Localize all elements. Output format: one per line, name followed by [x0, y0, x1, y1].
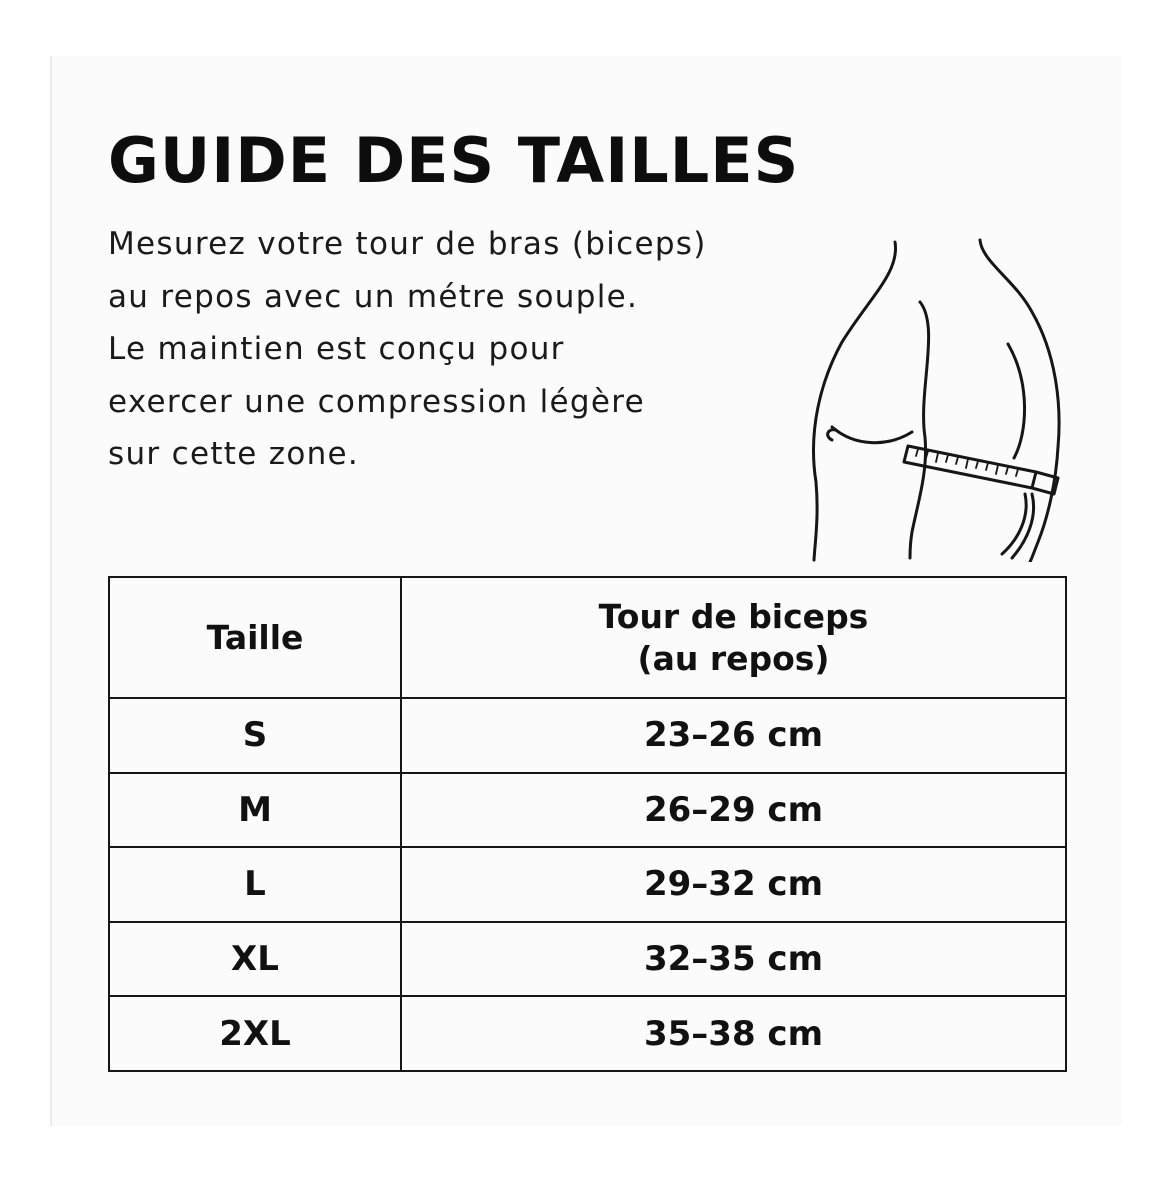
biceps-cell: 26–29 cm: [401, 773, 1066, 848]
header-biceps-line1: Tour de biceps: [598, 596, 869, 636]
size-cell: XL: [109, 922, 401, 997]
size-cell: M: [109, 773, 401, 848]
size-cell: S: [109, 698, 401, 773]
table-row: [109, 847, 1066, 922]
size-table: [108, 576, 1067, 1072]
page-title: GUIDE DES TAILLES: [108, 124, 800, 197]
biceps-cell: 35–38 cm: [401, 996, 1066, 1071]
table-header-row: [109, 577, 1066, 698]
table-row: [109, 773, 1066, 848]
size-cell: 2XL: [109, 996, 401, 1071]
biceps-cell: 32–35 cm: [401, 922, 1066, 997]
intro-line: exercer une compression légère: [108, 383, 645, 420]
table-row: [109, 922, 1066, 997]
header-biceps: [401, 577, 1066, 698]
biceps-cell: 29–32 cm: [401, 847, 1066, 922]
intro-line: Le maintien est conçu pour: [108, 331, 565, 367]
arm-measuring-tape-icon: [800, 232, 1080, 562]
intro-text: [108, 218, 808, 481]
intro-line: sur cette zone.: [108, 436, 360, 472]
size-cell: L: [109, 847, 401, 922]
intro-line: au repos avec un métre souple.: [108, 278, 639, 315]
table-row: [109, 698, 1066, 773]
biceps-cell: 23–26 cm: [401, 698, 1066, 773]
table-row: [109, 996, 1066, 1071]
header-biceps-line2: (au repos): [637, 638, 830, 678]
intro-line: Mesurez votre tour de bras (biceps): [108, 226, 707, 262]
header-size: Taille: [109, 577, 401, 698]
